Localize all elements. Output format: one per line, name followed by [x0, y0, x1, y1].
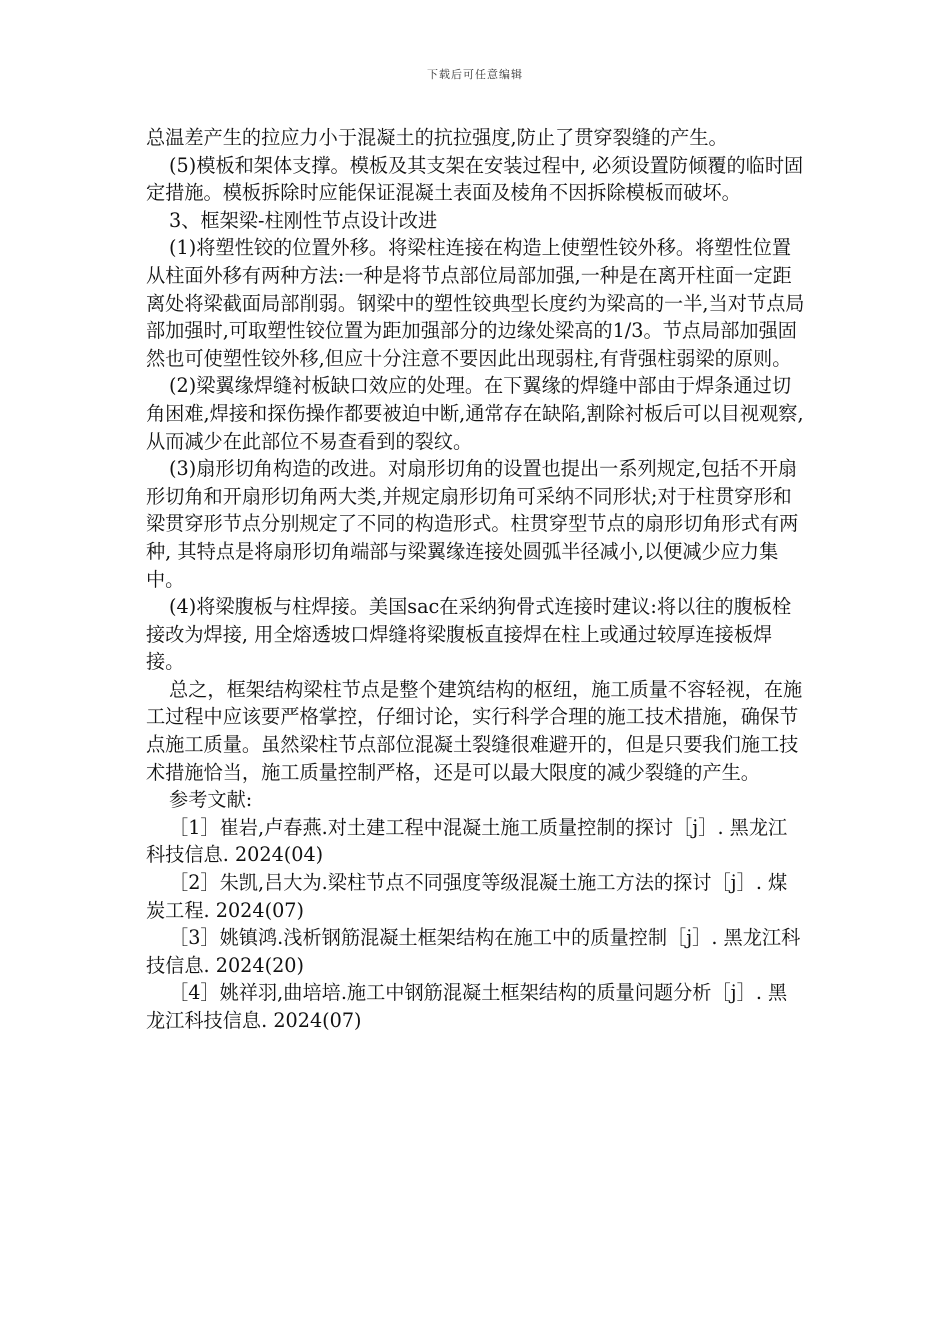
reference-item: ［1］崔岩,卢春燕.对土建工程中混凝土施工质量控制的探讨［j］. 黑龙江科技信息. 2024(04) [146, 815, 788, 867]
paragraph: (2)梁翼缘焊缝衬板缺口效应的处理。在下翼缘的焊缝中部由于焊条通过切角困难,焊接和探伤操作都要被迫中断,通常存在缺陷,割除衬板后可以目视观察,从而减少在此部位不易查看到的裂纹。 [146, 374, 804, 453]
paragraph: (5)模板和架体支撑。模板及其支架在安装过程中, 必须设置防倾覆的临时固定措施。模板拆除时应能保证混凝土表面及棱角不因拆除模板而破坏。 [146, 153, 804, 205]
paragraph: 总温差产生的拉应力小于混凝土的抗拉强度,防止了贯穿裂缝的产生。 [146, 126, 728, 149]
document-body [146, 124, 806, 1035]
reference-item: ［2］朱凯,吕大为.梁柱节点不同强度等级混凝土施工方法的探讨［j］. 煤炭工程. 2024(07) [146, 871, 788, 922]
paragraph: (4)将梁腹板与柱焊接。美国sac在采纳狗骨式连接时建议:将以往的腹板栓接改为焊接, 用全熔透坡口焊缝将梁腹板直接焊在柱上或通过较厚连接板焊接。 [146, 595, 792, 674]
reference-item: ［4］姚祥羽,曲培培.施工中钢筋混凝土框架结构的质量问题分析［j］. 黑龙江科技信息. 2024(07) [146, 981, 788, 1032]
section-heading: 3、框架梁-柱刚性节点设计改进 [169, 208, 438, 232]
page-header: 下载后可任意编辑 [427, 68, 523, 81]
paragraph: (3)扇形切角构造的改进。对扇形切角的设置也提出一系列规定,包括不开扇形切角和开扇形切角两大类,并规定扇形切角可采纳不同形状;对于柱贯穿形和梁贯穿形节点分别规定了不同的构造形式。柱贯穿型节点的扇形切角形式有两种, 其特点是将扇形切角端部与梁翼缘连接处圆弧半径减小,以便减少应力集中。 [146, 457, 799, 591]
reference-item: ［3］姚镇鸿.浅析钢筋混凝土框架结构在施工中的质量控制［j］. 黑龙江科技信息. 2024(20) [146, 926, 801, 977]
paragraph: 总之，框架结构梁柱节点是整个建筑结构的枢纽，施工质量不容轻视，在施工过程中应该要严格掌控，仔细讨论，实行科学合理的施工技术措施，确保节点施工质量。虽然梁柱节点部位混凝土裂缝很难避开的，但是只要我们施工技术措施恰当，施工质量控制严格，还是可以最大限度的减少裂缝的产生。 [146, 677, 803, 784]
paragraph: (1)将塑性铰的位置外移。将梁柱连接在构造上使塑性铰外移。将塑性位置从柱面外移有两种方法:一种是将节点部位局部加强,一种是在离开柱面一定距离处将梁截面局部削弱。钢梁中的塑性铰典型长度约为梁高的一半,当对节点局部加强时,可取塑性铰位置为距加强部分的边缘处梁高的1/3。节点局部加强固然也可使塑性铰外移,但应十分注意不要因此出现弱柱,有背强柱弱梁的原则。 [146, 236, 805, 370]
references-heading: 参考文献: [169, 788, 253, 812]
